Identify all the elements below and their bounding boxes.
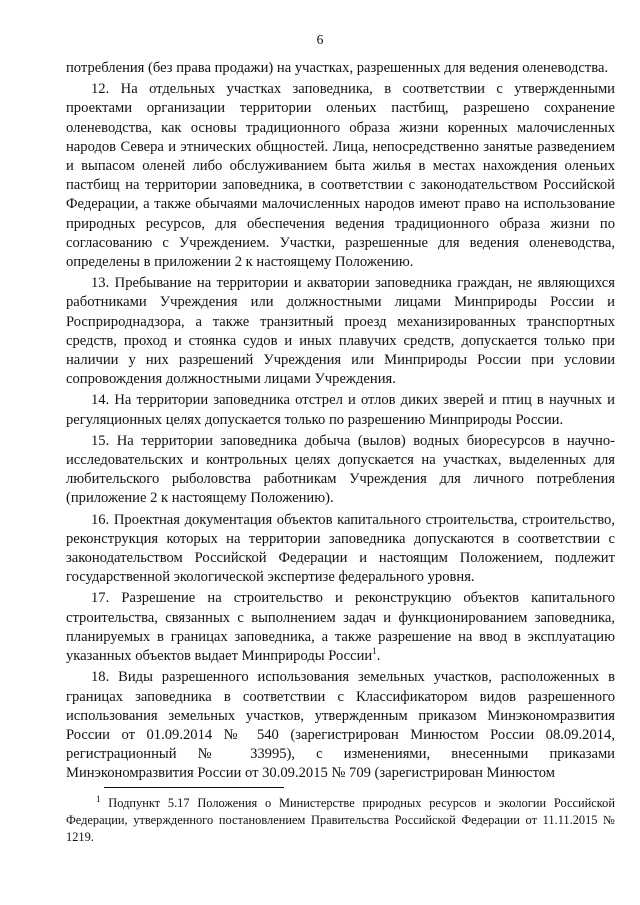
paragraph-12: 12. На отдельных участках заповедника, в соответствии с утвержденными проектами организации территории оленьих пастбищ, разрешено сохранение оленеводства, как основы традиционного образа жизни коренных малочисленных народов Севера и этнических общностей. Лица, непосредственно занятые разведением и выпасом оленей либо обслуживанием быта жилья в местах нахождения оленьих пастбищ на территории заповедника, в соответствии с законодательством Российской Федерации, а также обычаями малочисленных народов имеют право на использование природных ресурсов, для обеспечения ведения традиционного образа жизни по согласованию с Учреждением. Участки, разрешенные для ведения оленеводства, определены в приложении 2 к настоящему Положению. <box>66 81 615 271</box>
paragraph-14: 14. На территории заповедника отстрел и отлов диких зверей и птиц в научных и регуляционных целях допускается только по разрешению Минприроды России. <box>66 392 615 428</box>
paragraph-15: 15. На территории заповедника добыча (вылов) водных биоресурсов в научно-исследовательских и контрольных целях допускается на участках, выделенных для любительского рыболовства работникам Учреждения для личного потребления (приложение 2 к настоящему Положению). <box>66 432 615 507</box>
document-body <box>66 59 615 786</box>
paragraph-17 <box>66 589 615 666</box>
paragraph-17-text: 17. Разрешение на строительство и реконструкцию объектов капитального строительства, связанных с выполнением задач и функционированием заповедника, планируемых в границах заповедника, а также разрешение на ввод в эксплуатацию указанных объектов выдает Минприроды России <box>66 590 615 665</box>
footnote-marker: 1 <box>96 793 101 804</box>
footnote <box>66 795 615 846</box>
paragraph-13: 13. Пребывание на территории и акватории заповедника граждан, не являющихся работниками Учреждения или должностными лицами Минприроды России и Росприроднадзора, а также транзитный проезд механизированных транспортных средств, проход и стоянка судов и иных плавучих средств, допускается только при наличии у них разрешений Учреждения или Минприроды России при условии сопровождения должностными лицами Учреждения. <box>66 275 615 388</box>
footnote-text: Подпункт 5.17 Положения о Министерстве природных ресурсов и экологии Российской Федерации, утвержденного постановлением Правительства Российской Федерации от 11.11.2015 № 1219. <box>66 796 615 844</box>
paragraph-continuation: потребления (без права продажи) на участках, разрешенных для ведения оленеводства. <box>66 60 609 76</box>
paragraph-18: 18. Виды разрешенного использования земельных участков, расположенных в границах заповедника в соответствии с Классификатором видов разрешенного использования земельных участков, утвержденным приказом Минэкономразвития России от 01.09.2014 № 540 (зарегистрирован Минюстом России 08.09.2014, регистрационный № 33995), с изменениями, внесенными приказами Минэкономразвития России от 30.09.2015 № 709 (зарегистрирован Минюстом <box>66 669 615 782</box>
footnote-divider <box>104 787 284 788</box>
paragraph-17-tail: . <box>376 648 381 665</box>
paragraph-16: 16. Проектная документация объектов капитального строительства, строительство, реконструкция которых на территории заповедника допускаются в соответствии с законодательством Российской Федерации и настоящим Положением, подлежит государственной экологической экспертизе федерального уровня. <box>66 511 615 586</box>
page-number: 6 <box>316 32 324 47</box>
footnote-reference[interactable]: 1 <box>372 646 377 657</box>
